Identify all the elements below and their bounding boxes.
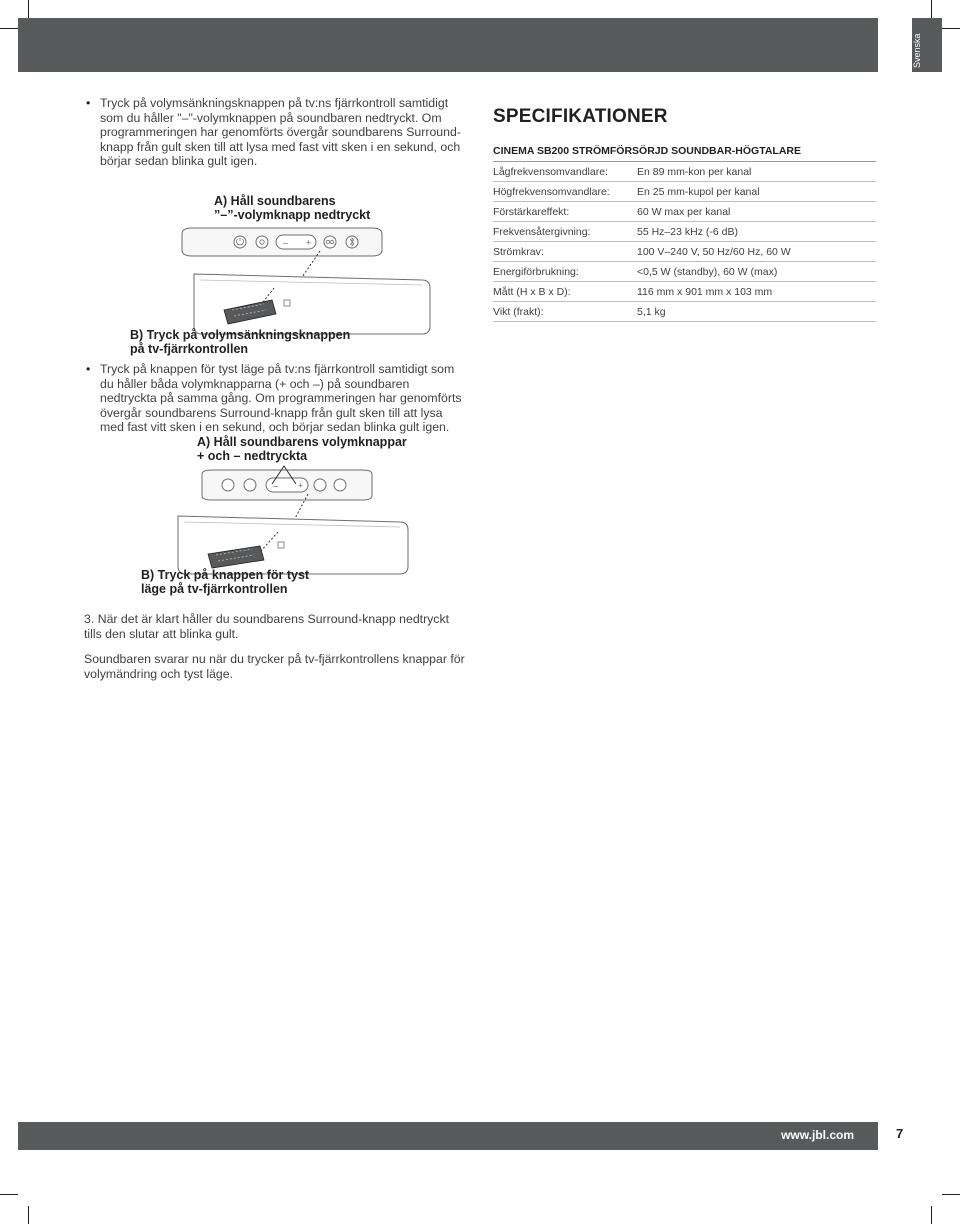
surround-button-icon[interactable] — [324, 236, 336, 248]
language-tab-label: Svenska — [912, 33, 922, 68]
step-3 — [84, 612, 468, 641]
step-3-number: 3. — [84, 612, 95, 626]
table-row — [493, 242, 876, 262]
crop-mark — [942, 28, 960, 29]
volume-minus-label: – — [283, 237, 289, 248]
crop-mark — [0, 1194, 18, 1195]
figure2-caption-a: A) Håll soundbarens volymknappar + och – nedtryckta — [197, 435, 407, 463]
input-button-icon[interactable] — [244, 479, 256, 491]
spec-label: Lågfrekvensomvandlare: — [493, 162, 637, 182]
left-column-2 — [84, 362, 468, 435]
figure2-illustration — [150, 462, 420, 582]
instruction-bullet-1: • Tryck på volymsänkningsknappen på tv:ns fjärrkontroll samtidigt som du håller "–"-volymknappen på soundbaren nedtryckt. Om programmeringen har genomförts övergår soundbarens Surround-knapp från gult sken till att lysa med fast vitt sken i en sekund, och börjar sedan blinka gult igen. — [84, 96, 468, 169]
soundbar-control-panel — [182, 228, 382, 256]
spec-label: Frekvensåtergivning: — [493, 222, 637, 242]
spec-label: Vikt (frakt): — [493, 302, 637, 322]
spec-value: <0,5 W (standby), 60 W (max) — [637, 262, 876, 282]
figure1-caption-b: B) Tryck på volymsänkningsknappen på tv-fjärrkontrollen — [130, 328, 351, 356]
spec-value: 116 mm x 901 mm x 103 mm — [637, 282, 876, 302]
bluetooth-button-icon[interactable] — [334, 479, 346, 491]
step-3-text: När det är klart håller du soundbarens Surround-knapp nedtryckt tills den slutar att blinka gult. — [84, 612, 450, 641]
left-column — [84, 96, 468, 169]
crop-mark — [0, 28, 18, 29]
surround-button-icon[interactable] — [314, 479, 326, 491]
spec-label: Förstärkareffekt: — [493, 202, 637, 222]
spec-value: En 25 mm-kupol per kanal — [637, 182, 876, 202]
spec-value: 100 V–240 V, 50 Hz/60 Hz, 60 W — [637, 242, 876, 262]
spec-value: 55 Hz–23 kHz (-6 dB) — [637, 222, 876, 242]
specifications-section — [493, 106, 876, 322]
figure1-caption-a: A) Håll soundbarens ”–”-volymknapp nedtryckt — [214, 194, 371, 222]
crop-mark — [28, 0, 29, 18]
figure1-illustration — [160, 222, 400, 342]
spec-value: En 89 mm-kon per kanal — [637, 162, 876, 182]
spec-label: Mått (H x B x D): — [493, 282, 637, 302]
footer-bar — [18, 1122, 878, 1150]
input-button-icon[interactable] — [256, 236, 268, 248]
table-row — [493, 302, 876, 322]
figure2-caption-b: B) Tryck på knappen för tyst läge på tv-fjärrkontrollen — [141, 568, 310, 596]
table-row — [493, 282, 876, 302]
language-tab — [878, 18, 942, 72]
soundbar-illustration — [194, 274, 430, 334]
volume-plus-label: + — [298, 480, 304, 491]
volume-minus-label: – — [273, 480, 279, 491]
table-row — [493, 202, 876, 222]
instruction-bullet-2: • Tryck på knappen för tyst läge på tv:ns fjärrkontroll samtidigt som du håller båda volymknapparna (+ och –) på soundbaren nedtryckta på samma gång. Om programmeringen har genomförts övergår soundbarens Surround-knapp från gult sken till att lysa med fast vitt sken i en sekund, och börjar sedan blinka gult igen. — [84, 362, 468, 435]
footer-url[interactable]: www.jbl.com — [781, 1128, 854, 1142]
spec-table — [493, 161, 876, 322]
spec-value: 60 W max per kanal — [637, 202, 876, 222]
spec-label: Energiförbrukning: — [493, 262, 637, 282]
spec-label: Strömkrav: — [493, 242, 637, 262]
spec-title: SPECIFIKATIONER — [493, 106, 668, 127]
page-number: 7 — [896, 1126, 904, 1141]
crop-mark — [931, 0, 932, 18]
crop-mark — [28, 1206, 29, 1224]
table-row — [493, 222, 876, 242]
table-row — [493, 182, 876, 202]
header-bar — [18, 18, 878, 72]
crop-mark — [931, 1206, 932, 1224]
volume-plus-label: + — [306, 237, 312, 248]
crop-mark — [942, 1194, 960, 1195]
table-row — [493, 162, 876, 182]
spec-subtitle: CINEMA SB200 STRÖMFÖRSÖRJD SOUNDBAR-HÖGTALARE — [493, 145, 802, 157]
spec-label: Högfrekvensomvandlare: — [493, 182, 637, 202]
power-button-icon[interactable] — [234, 236, 246, 248]
table-row — [493, 262, 876, 282]
power-button-icon[interactable] — [222, 479, 234, 491]
closing-paragraph: Soundbaren svarar nu när du trycker på tv-fjärrkontrollens knappar för volymändring och tyst läge. — [84, 652, 465, 681]
soundbar-control-panel — [202, 470, 372, 500]
spec-value: 5,1 kg — [637, 302, 876, 322]
